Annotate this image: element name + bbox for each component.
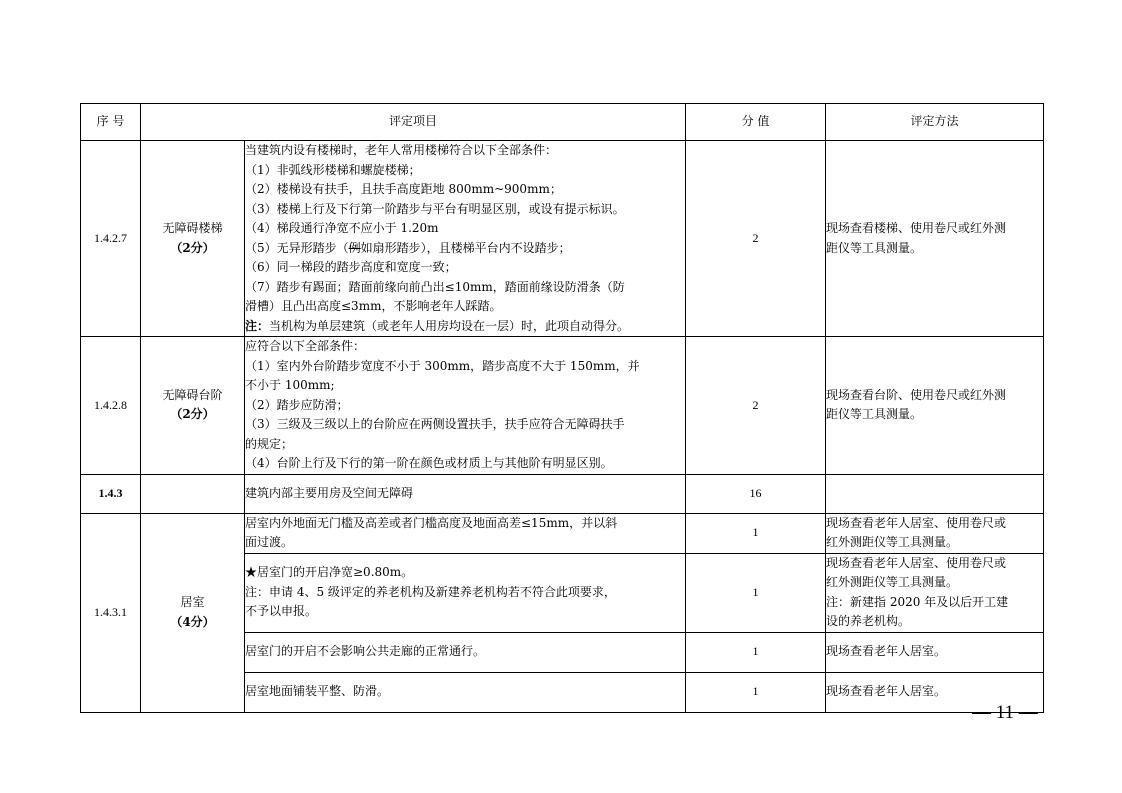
row-name-cell — [141, 141, 245, 337]
page-number: — 11 — — [972, 702, 1038, 723]
method-line: 红外测距仪等工具测量。 — [826, 535, 959, 549]
row-seq: 1.4.2.7 — [81, 141, 141, 337]
item-line: （7）踏步有踢面；踏面前缘向前凸出≤10mm，踏面前缘设防滑条（防 — [245, 279, 625, 294]
row-score: 1 — [686, 672, 826, 712]
struck-text: 例 — [348, 240, 361, 255]
row-score: 1 — [686, 632, 826, 672]
row-score: 16 — [686, 474, 826, 513]
item-line-part: （5）无异形踏步（ — [245, 240, 349, 255]
row-score: 2 — [686, 141, 826, 337]
method-line: 红外测距仪等工具测量。 — [826, 575, 959, 589]
item-line: （1）室内外台阶踏步宽度不小于 300mm，踏步高度不大于 150mm，并 — [245, 358, 640, 373]
row-seq: 1.4.3.1 — [81, 513, 141, 712]
item-line: 居室门的开启不会影响公共走廊的正常通行。 — [245, 644, 486, 659]
row-seq: 1.4.2.8 — [81, 337, 141, 475]
row-name: 无障碍台阶 — [162, 387, 223, 402]
row-method-cell — [826, 553, 1044, 632]
row-item-cell — [245, 632, 686, 672]
item-line: （4）梯段通行净宽不应小于 1.20m — [245, 221, 439, 235]
item-line: （6）同一梯段的踏步高度和宽度一致； — [245, 260, 457, 274]
row-name-score: （2分） — [170, 240, 215, 255]
item-line: （2）踏步应防滑； — [245, 397, 349, 412]
item-line: 滑槽）且凸出高度≤3mm，不影响老年人踩踏。 — [245, 299, 502, 313]
header-score: 分 值 — [686, 104, 826, 141]
method-line: 现场查看老年人居室、使用卷尺或 — [826, 515, 1007, 530]
method-line: 现场查看老年人居室。 — [826, 684, 947, 699]
row-method-cell — [826, 337, 1044, 475]
row-name-score: （2分） — [170, 407, 215, 422]
table-header-row — [81, 104, 1044, 141]
header-seq: 序 号 — [81, 104, 141, 141]
method-line: 现场查看台阶、使用卷尺或红外测 — [826, 387, 1007, 402]
row-name-score: （4分） — [170, 614, 215, 629]
item-line — [245, 239, 685, 259]
item-line: 注：申请 4、5 级评定的养老机构及新建养老机构若不符合此项要求， — [245, 584, 616, 599]
row-item-cell — [245, 672, 686, 712]
row-item-cell — [245, 337, 686, 475]
row-item-cell — [245, 513, 686, 553]
row-name-cell — [141, 337, 245, 475]
evaluation-table — [80, 103, 1044, 713]
header-item: 评定项目 — [141, 104, 686, 141]
row-section-title: 建筑内部主要用房及空间无障碍 — [245, 474, 686, 513]
row-seq: 1.4.3 — [81, 474, 141, 513]
method-line: 注：新建指 2020 年及以后开工建 — [826, 594, 1009, 609]
row-method-cell — [826, 474, 1044, 513]
method-line: 距仪等工具测量。 — [826, 240, 923, 255]
row-score: 1 — [686, 553, 826, 632]
header-method: 评定方法 — [826, 104, 1044, 141]
item-line: 不小于 100mm; — [245, 378, 335, 392]
method-line: 现场查看老年人居室。 — [826, 644, 947, 659]
table-row — [81, 474, 1044, 513]
item-note — [245, 317, 685, 337]
row-item-cell — [245, 553, 686, 632]
item-line: （4）台阶上行及下行的第一阶在颜色或材质上与其他阶有明显区别。 — [245, 456, 613, 470]
row-method-cell — [826, 141, 1044, 337]
item-line: 当建筑内设有楼梯时，老年人常用楼梯符合以下全部条件： — [245, 143, 558, 157]
row-name: 居室 — [180, 595, 205, 609]
item-line: 不予以申报。 — [245, 604, 318, 619]
method-line: 设的养老机构。 — [826, 614, 911, 628]
row-name: 无障碍楼梯 — [162, 221, 223, 235]
item-line: （1）非弧线形楼梯和螺旋楼梯； — [245, 162, 421, 177]
row-method-cell — [826, 632, 1044, 672]
item-line: （3）楼梯上行及下行第一阶踏步与平台有明显区别，或设有提示标识。 — [245, 201, 625, 216]
method-line: 距仪等工具测量。 — [826, 407, 923, 422]
row-method-cell — [826, 513, 1044, 553]
method-line: 现场查看楼梯、使用卷尺或红外测 — [826, 221, 1007, 235]
row-name-cell — [141, 513, 245, 712]
method-line: 现场查看老年人居室、使用卷尺或 — [826, 555, 1007, 570]
table-row — [81, 337, 1044, 475]
item-line: 的规定； — [245, 436, 294, 451]
row-score: 1 — [686, 513, 826, 553]
note-label: 注： — [245, 318, 270, 333]
table-row — [81, 141, 1044, 337]
note-text: 当机构为单层建筑（或老年人用房均设在一层）时，此项自动得分。 — [269, 318, 630, 333]
item-line: ★居室门的开启净宽≥0.80m。 — [245, 565, 414, 580]
row-item-cell — [245, 141, 686, 337]
item-line-part: 如扇形踏步），且楼梯平台内不设踏步； — [360, 240, 571, 255]
item-line: 应符合以下全部条件： — [245, 339, 366, 353]
table-row — [81, 513, 1044, 553]
item-line: 居室地面铺装平整、防滑。 — [245, 684, 390, 699]
item-line: （3）三级及三级以上的台阶应在两侧设置扶手，扶手应符合无障碍扶手 — [245, 417, 625, 431]
item-line: （2）楼梯设有扶手，且扶手高度距地 800mm~900mm； — [245, 182, 562, 196]
row-name-cell — [141, 474, 245, 513]
item-line: 面过渡。 — [245, 535, 294, 549]
item-line: 居室内外地面无门槛及高差或者门槛高度及地面高差≤15mm，并以斜 — [245, 515, 618, 530]
row-score: 2 — [686, 337, 826, 475]
